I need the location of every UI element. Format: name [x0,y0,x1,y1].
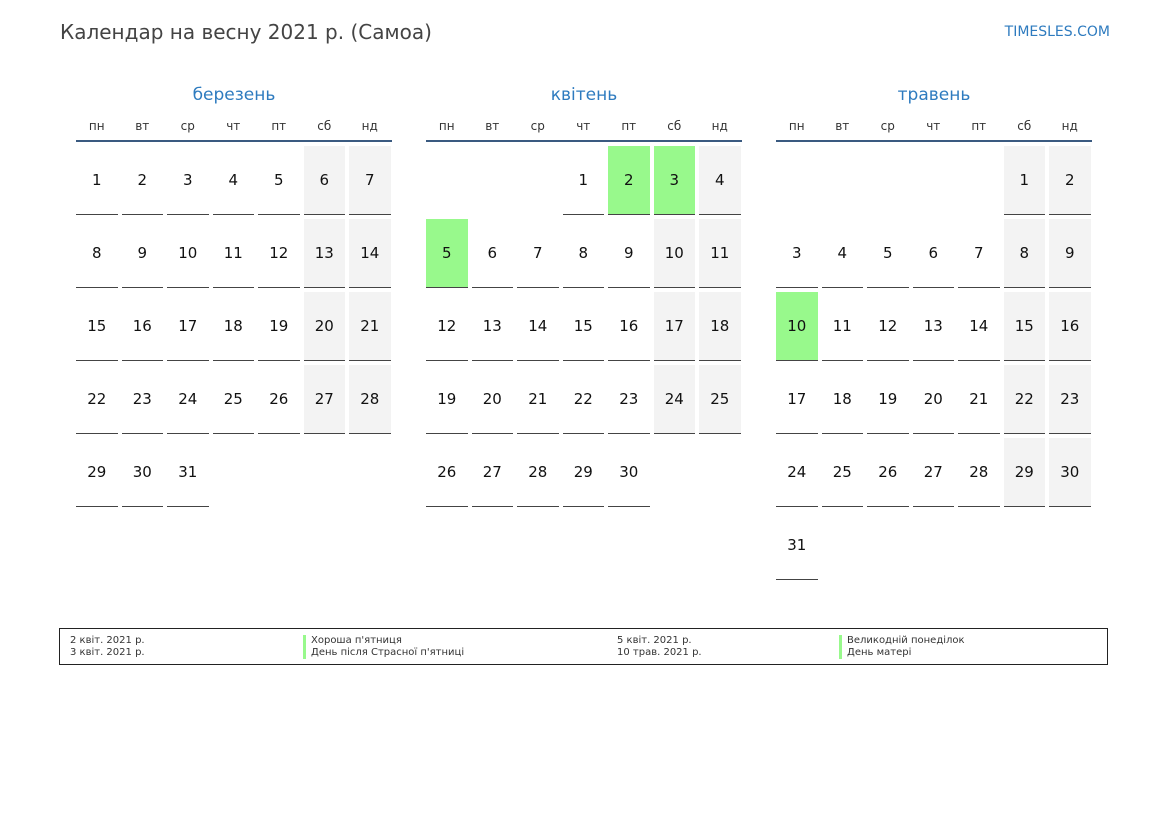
legend-date: 10 трав. 2021 р. [617,647,702,658]
month-march [76,84,392,507]
day-cell: 17 [776,365,818,434]
day-cell: 7 [349,146,391,215]
weekday-label: нд [711,119,728,133]
legend-date: 5 квіт. 2021 р. [617,635,692,646]
day-cell: 16 [1049,292,1091,361]
day-cell: 12 [426,292,468,361]
day-cell: 4 [822,219,864,288]
day-cell: 22 [563,365,605,434]
day-cell: 29 [1004,438,1046,507]
month-name: березень [192,85,276,105]
holiday-day-cell: 3 [654,146,696,215]
month-name: травень [897,85,971,105]
day-cell: 9 [608,219,650,288]
month-april [426,84,742,507]
day-cell: 18 [213,292,255,361]
day-cell: 27 [304,365,346,434]
day-cell: 22 [76,365,118,434]
day-cell: 3 [776,219,818,288]
empty-cell [776,146,818,215]
day-cell: 24 [654,365,696,434]
day-cell: 15 [1004,292,1046,361]
day-cell: 26 [426,438,468,507]
day-cell: 13 [472,292,514,361]
weekday-label: сб [1017,119,1032,133]
day-cell: 31 [167,438,209,507]
day-cell: 13 [304,219,346,288]
month-name: квітень [550,85,618,105]
day-cell: 26 [258,365,300,434]
day-cell: 25 [699,365,741,434]
day-cell: 27 [913,438,955,507]
day-cell: 21 [517,365,559,434]
empty-cell [472,146,514,215]
day-cell: 15 [563,292,605,361]
weekday-header [426,116,742,142]
days-grid [426,146,742,507]
weekday-label: нд [1061,119,1078,133]
empty-cell [822,146,864,215]
weekday-label: чт [576,119,591,133]
day-cell: 25 [213,365,255,434]
day-cell: 1 [76,146,118,215]
day-cell: 9 [1049,219,1091,288]
weekday-label: чт [926,119,941,133]
day-cell: 14 [349,219,391,288]
day-cell: 25 [822,438,864,507]
day-cell: 17 [654,292,696,361]
day-cell: 24 [776,438,818,507]
day-cell: 6 [304,146,346,215]
day-cell: 22 [1004,365,1046,434]
day-cell: 15 [76,292,118,361]
day-cell: 4 [213,146,255,215]
day-cell: 7 [517,219,559,288]
day-cell: 18 [822,365,864,434]
weekday-label: ср [180,119,195,133]
day-cell: 23 [608,365,650,434]
day-cell: 24 [167,365,209,434]
weekday-label: пн [788,119,805,133]
day-cell: 6 [913,219,955,288]
site-link[interactable]: TIMESLES.COM [1004,24,1110,40]
holiday-day-cell: 2 [608,146,650,215]
weekday-label: ср [880,119,895,133]
legend-holiday-name: День матері [839,647,911,659]
day-cell: 4 [699,146,741,215]
day-cell: 6 [472,219,514,288]
day-cell: 23 [122,365,164,434]
legend-holiday-name: Великодній понеділок [839,635,965,647]
weekday-header [76,116,392,142]
day-cell: 14 [958,292,1000,361]
day-cell: 23 [1049,365,1091,434]
weekday-label: вт [485,119,500,133]
holiday-day-cell: 10 [776,292,818,361]
day-cell: 2 [122,146,164,215]
weekday-label: пн [438,119,455,133]
day-cell: 10 [167,219,209,288]
legend-holiday-name: День після Страсної п'ятниці [303,647,464,659]
day-cell: 28 [349,365,391,434]
month-may [776,84,1092,580]
day-cell: 16 [608,292,650,361]
day-cell: 11 [699,219,741,288]
day-cell: 27 [472,438,514,507]
weekday-label: чт [226,119,241,133]
day-cell: 8 [563,219,605,288]
weekday-label: пт [971,119,987,133]
day-cell: 31 [776,511,818,580]
day-cell: 9 [122,219,164,288]
day-cell: 11 [213,219,255,288]
day-cell: 26 [867,438,909,507]
day-cell: 2 [1049,146,1091,215]
day-cell: 19 [426,365,468,434]
days-grid [776,146,1092,580]
weekday-label: вт [135,119,150,133]
day-cell: 20 [913,365,955,434]
weekday-label: пт [621,119,637,133]
day-cell: 5 [258,146,300,215]
day-cell: 8 [1004,219,1046,288]
page-title: Календар на весну 2021 р. (Самоа) [60,20,432,44]
day-cell: 11 [822,292,864,361]
day-cell: 17 [167,292,209,361]
day-cell: 28 [517,438,559,507]
weekday-label: сб [317,119,332,133]
day-cell: 21 [349,292,391,361]
day-cell: 29 [76,438,118,507]
weekday-label: пн [88,119,105,133]
days-grid [76,146,392,507]
holiday-legend [59,628,1108,665]
day-cell: 8 [76,219,118,288]
day-cell: 1 [563,146,605,215]
day-cell: 14 [517,292,559,361]
day-cell: 30 [608,438,650,507]
day-cell: 20 [304,292,346,361]
day-cell: 1 [1004,146,1046,215]
day-cell: 12 [867,292,909,361]
day-cell: 18 [699,292,741,361]
day-cell: 7 [958,219,1000,288]
empty-cell [867,146,909,215]
weekday-label: ср [530,119,545,133]
day-cell: 30 [1049,438,1091,507]
day-cell: 13 [913,292,955,361]
day-cell: 19 [258,292,300,361]
day-cell: 12 [258,219,300,288]
empty-cell [426,146,468,215]
empty-cell [517,146,559,215]
day-cell: 3 [167,146,209,215]
empty-cell [913,146,955,215]
weekday-label: нд [361,119,378,133]
weekday-label: вт [835,119,850,133]
weekday-label: сб [667,119,682,133]
weekday-header [776,116,1092,142]
day-cell: 29 [563,438,605,507]
legend-date: 2 квіт. 2021 р. [70,635,145,646]
day-cell: 20 [472,365,514,434]
empty-cell [958,146,1000,215]
day-cell: 30 [122,438,164,507]
day-cell: 10 [654,219,696,288]
day-cell: 16 [122,292,164,361]
legend-holiday-name: Хороша п'ятниця [303,635,402,647]
holiday-day-cell: 5 [426,219,468,288]
weekday-label: пт [271,119,287,133]
legend-date: 3 квіт. 2021 р. [70,647,145,658]
day-cell: 19 [867,365,909,434]
day-cell: 21 [958,365,1000,434]
day-cell: 5 [867,219,909,288]
day-cell: 28 [958,438,1000,507]
